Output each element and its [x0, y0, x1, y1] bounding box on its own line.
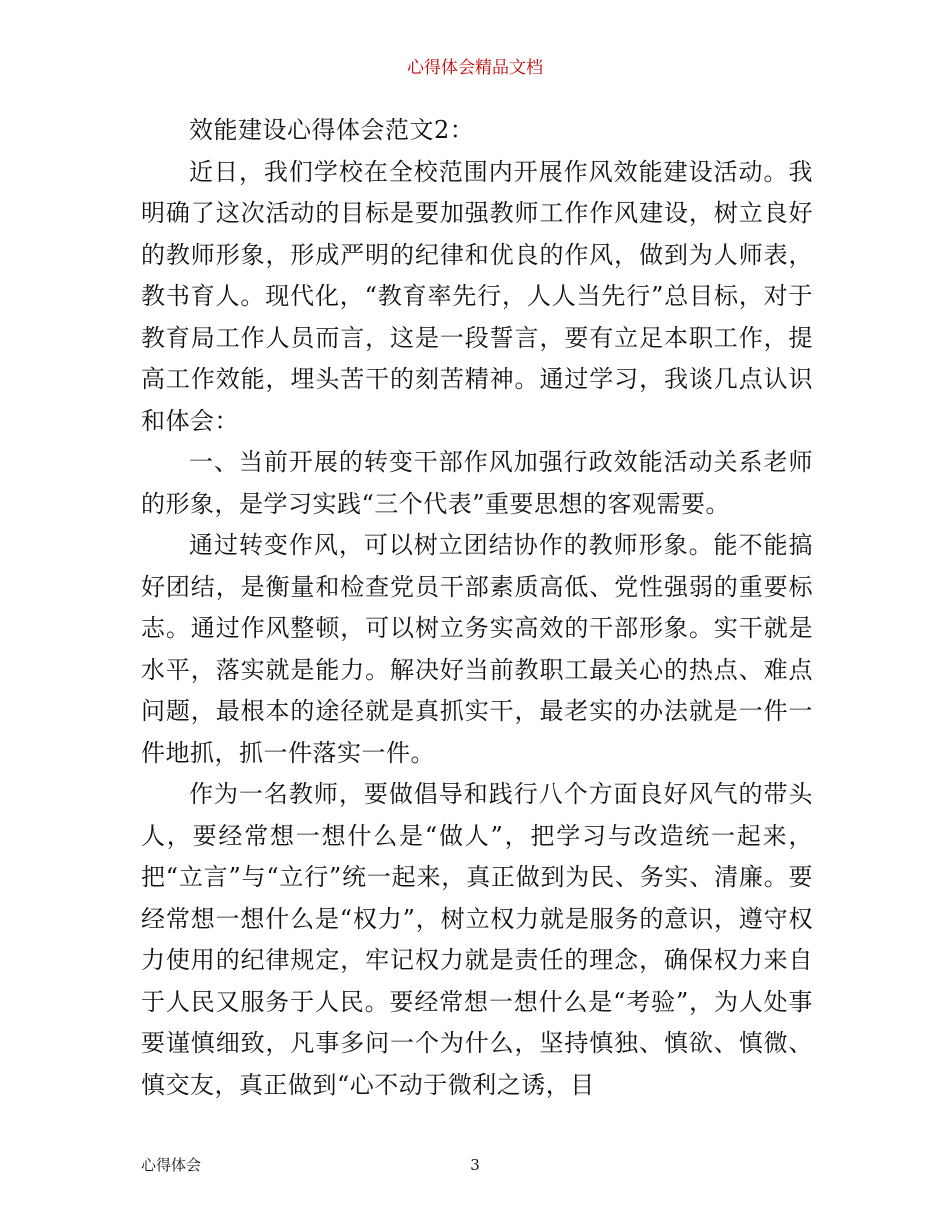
section-title: 效能建设心得体会范文2： [189, 116, 475, 144]
page-number: 3 [470, 1156, 480, 1174]
paragraph-transform-style: 通过转变作风，可以树立团结协作的教师形象。能不能搞好团结，是衡量和检查党员干部素质高低、党性强弱的重要标志。通过作风整顿，可以树立务实高效的干部形象。实干就是水平，落实就是能力。解决好当前教职工最关心的热点、难点问题，最根本的途径就是真抓实干，最老实的办法就是一件一件地抓，抓一件落实一件。 [141, 531, 813, 767]
document-body [141, 110, 813, 1106]
paragraph-point-one: 一、当前开展的转变干部作风加强行政效能活动关系老师的形象，是学习实践“三个代表”重要思想的客观需要。 [141, 448, 813, 518]
document-header-title: 心得体会精品文档 [407, 58, 543, 78]
footer-label: 心得体会 [141, 1156, 202, 1174]
paragraph-intro: 近日，我们学校在全校范围内开展作风效能建设活动。我明确了这次活动的目标是要加强教师工作作风建设，树立良好的教师形象，形成严明的纪律和优良的作风，做到为人师表，教书育人。现代化，“教育率先行，人人当先行”总目标，对于教育局工作人员而言，这是一段誓言，要有立足本职工作，提高工作效能，埋头苦干的刻苦精神。通过学习，我谈几点认识和体会： [141, 157, 813, 435]
paragraph-as-teacher: 作为一名教师，要做倡导和践行八个方面良好风气的带头人，要经常想一想什么是“做人”，把学习与改造统一起来，把“立言”与“立行”统一起来，真正做到为民、务实、清廉。要经常想一想什么是“权力”，树立权力就是服务的意识，遵守权力使用的纪律规定，牢记权力就是责任的理念，确保权力来自于人民又服务于人民。要经常想一想什么是“考验”，为人处事要谨慎细致，凡事多问一个为什么，坚持慎独、慎欲、慎微、慎交友，真正做到“心不动于微利之诱，目 [141, 780, 813, 1099]
